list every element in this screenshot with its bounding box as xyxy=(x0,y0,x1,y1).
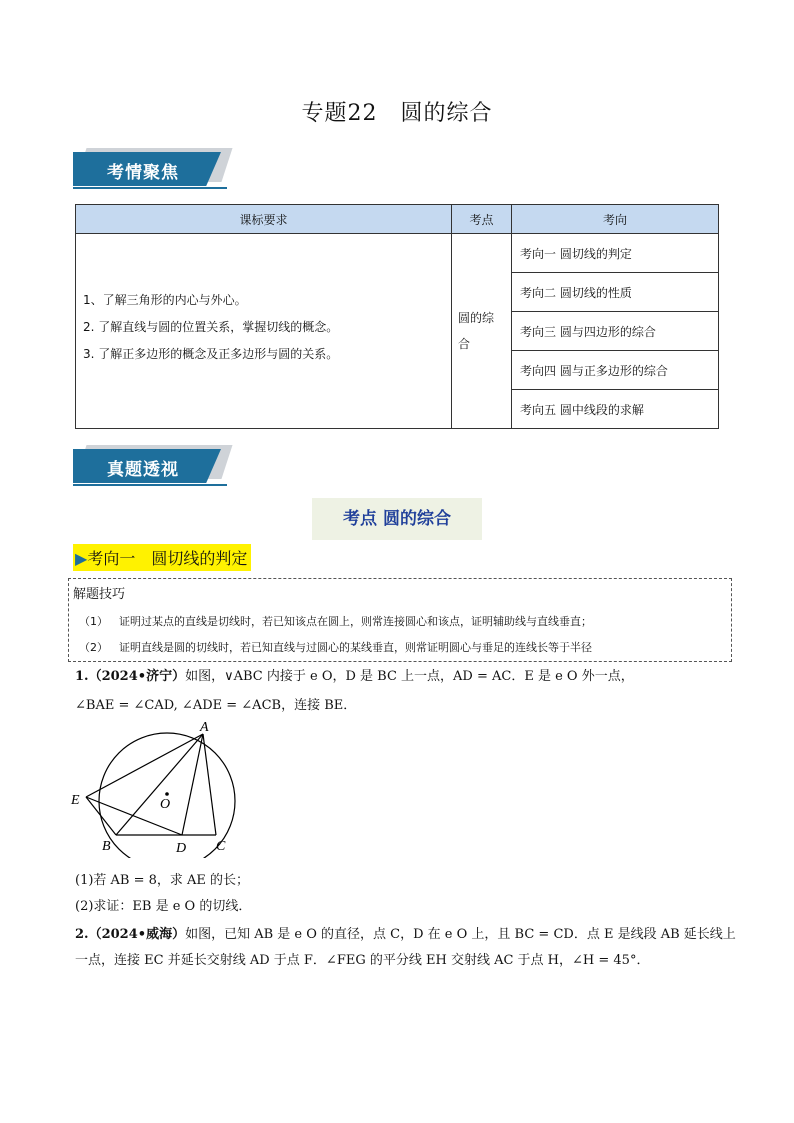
banner-label: 考情聚焦 xyxy=(107,163,179,183)
question-source: （2024•济宁） xyxy=(88,669,186,684)
question-number: 1. xyxy=(75,669,89,684)
topic-cell xyxy=(452,234,512,429)
question-1-line1 xyxy=(75,665,634,684)
question-text: 如图，已知 AB 是 e O 的直径，点 C，D 在 e O 上，且 BC = CD．点 E 是线段 AB 延长线上 xyxy=(185,927,736,942)
segment-ab xyxy=(116,734,203,835)
question-2-line1 xyxy=(75,923,736,942)
question-1-part2: (2)求证：EB 是 e O 的切线． xyxy=(75,899,252,914)
tips-box xyxy=(68,578,732,662)
topic-text: 合 xyxy=(458,337,471,351)
direction-heading xyxy=(73,544,251,571)
tips-heading: 解题技巧 xyxy=(73,587,126,602)
col-header-topic: 考点 xyxy=(452,205,512,234)
tip-text: 证明直线是圆的切线时，若已知直线与过圆心的某线垂直，则常证明圆心与垂足的连线长等于半径 xyxy=(119,641,592,654)
direction-item: 考向一 圆切线的判定 xyxy=(512,234,719,273)
requirements-cell xyxy=(76,234,452,429)
syllabus-table xyxy=(75,204,719,429)
question-2-line2: 一点，连接 EC 并延长交射线 AD 于点 F．∠FEG 的平分线 EH 交射线 AC 于点 H，∠H = 45°． xyxy=(75,953,650,968)
center-point xyxy=(165,792,169,796)
topic-text: 圆的综 xyxy=(458,311,495,325)
question-1-line2: ∠BAE = ∠CAD, ∠ADE = ∠ACB，连接 BE． xyxy=(75,698,357,713)
tip-item xyxy=(79,613,592,629)
direction-item: 考向四 圆与正多边形的综合 xyxy=(512,351,719,390)
col-header-direction: 考向 xyxy=(512,205,719,234)
segment-ae xyxy=(86,734,203,797)
section-banner-past-questions xyxy=(73,443,227,487)
tip-number: （1） xyxy=(79,615,108,628)
label-a: A xyxy=(200,720,209,735)
label-e: E xyxy=(71,793,80,808)
label-o: O xyxy=(160,797,171,812)
label-c: C xyxy=(216,839,226,854)
tip-number: （2） xyxy=(79,641,108,654)
banner-label: 真题透视 xyxy=(107,460,179,480)
topic-box xyxy=(312,498,482,540)
direction-item: 考向二 圆切线的性质 xyxy=(512,273,719,312)
question-number: 2. xyxy=(75,927,89,942)
col-header-requirements: 课标要求 xyxy=(76,205,452,234)
page-title: 专题22 圆的综合 xyxy=(301,101,493,126)
segment-ad xyxy=(182,734,203,835)
direction-item: 考向五 圆中线段的求解 xyxy=(512,390,719,429)
question-text: 如图，∨ABC 内接于 e O，D 是 BC 上一点，AD = AC．E 是 e O 外一点， xyxy=(185,669,634,684)
direction-item: 考向三 圆与四边形的综合 xyxy=(512,312,719,351)
question-source: （2024•威海） xyxy=(88,927,186,942)
tip-text: 证明过某点的直线是切线时，若已知该点在圆上，则常连接圆心和该点，证明辅助线与直线垂直； xyxy=(119,615,592,628)
segment-ac xyxy=(203,734,216,835)
section-banner-exam-focus xyxy=(73,146,227,190)
tip-item xyxy=(79,639,592,655)
requirement-item: 3. 了解正多边形的概念及正多边形与圆的关系。 xyxy=(83,346,339,361)
topic-box-label: 考点 圆的综合 xyxy=(343,509,451,529)
direction-heading-text: 考向一 圆切线的判定 xyxy=(87,549,248,568)
requirement-item: 1、了解三角形的内心与外心。 xyxy=(83,292,247,307)
geometry-figure xyxy=(66,716,252,858)
requirement-item: 2. 了解直线与圆的位置关系，掌握切线的概念。 xyxy=(83,319,339,334)
label-b: B xyxy=(102,839,111,854)
label-d: D xyxy=(176,841,187,856)
question-1-part1: (1)若 AB = 8，求 AE 的长； xyxy=(75,873,250,888)
triangle-marker-icon: ▶ xyxy=(75,549,88,568)
